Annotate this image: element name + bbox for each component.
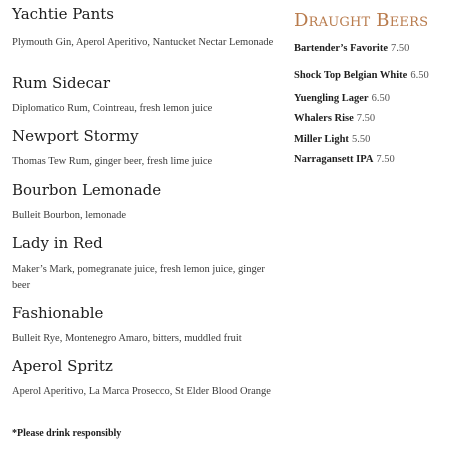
cocktail-name: Yachtie Pants (12, 5, 114, 23)
beer-item (294, 42, 409, 56)
beer-price: 6.50 (410, 70, 429, 81)
cocktail-item (12, 180, 274, 224)
beer-price: 7.50 (376, 154, 395, 165)
cocktail-name: Fashionable (12, 304, 104, 322)
cocktail-name: Bourbon Lemonade (12, 181, 162, 199)
beer-name: Shock Top Belgian White (294, 70, 408, 81)
beer-price: 6.50 (371, 93, 390, 104)
cocktail-name: Lady in Red (12, 234, 103, 252)
beer-item (294, 133, 370, 147)
cocktail-description: Aperol Aperitivo, La Marca Prosecco, St Elder Blood Orange (12, 386, 271, 397)
cocktail-name: Newport Stormy (12, 127, 139, 145)
beer-item (294, 112, 375, 126)
cocktail-item (12, 126, 274, 170)
cocktail-item (12, 356, 274, 400)
beer-item (294, 92, 390, 106)
cocktail-item (12, 4, 274, 51)
beer-name: Narragansett IPA (294, 154, 374, 165)
responsibility-note: *Please drink responsibly (12, 428, 122, 439)
beers-heading: Draught Beers (294, 10, 429, 31)
cocktail-description: Maker’s Mark, pomegranate juice, fresh lemon juice, ginger beer (12, 264, 265, 291)
cocktail-item (12, 303, 274, 347)
beer-name: Bartender’s Favorite (294, 43, 388, 54)
beer-item (294, 69, 429, 83)
cocktail-name: Rum Sidecar (12, 74, 111, 92)
beer-item (294, 153, 395, 167)
beer-price: 7.50 (390, 43, 410, 54)
beer-name: Miller Light (294, 134, 349, 145)
beer-price: 7.50 (356, 113, 376, 124)
cocktail-item (12, 73, 274, 117)
cocktail-name: Aperol Spritz (12, 357, 113, 375)
cocktail-item (12, 233, 274, 294)
cocktail-description: Plymouth Gin, Aperol Aperitivo, Nantucket Nectar Lemonade (12, 37, 274, 48)
beer-name: Whalers Rise (294, 113, 354, 124)
cocktail-description: Thomas Tew Rum, ginger beer, fresh lime juice (12, 156, 213, 167)
beer-name: Yuengling Lager (294, 93, 369, 104)
cocktail-description: Diplomatico Rum, Cointreau, fresh lemon juice (12, 103, 213, 114)
cocktail-description: Bulleit Bourbon, lemonade (12, 210, 127, 221)
cocktail-description: Bulleit Rye, Montenegro Amaro, bitters, muddled fruit (12, 333, 242, 344)
beer-price: 5.50 (351, 134, 371, 145)
